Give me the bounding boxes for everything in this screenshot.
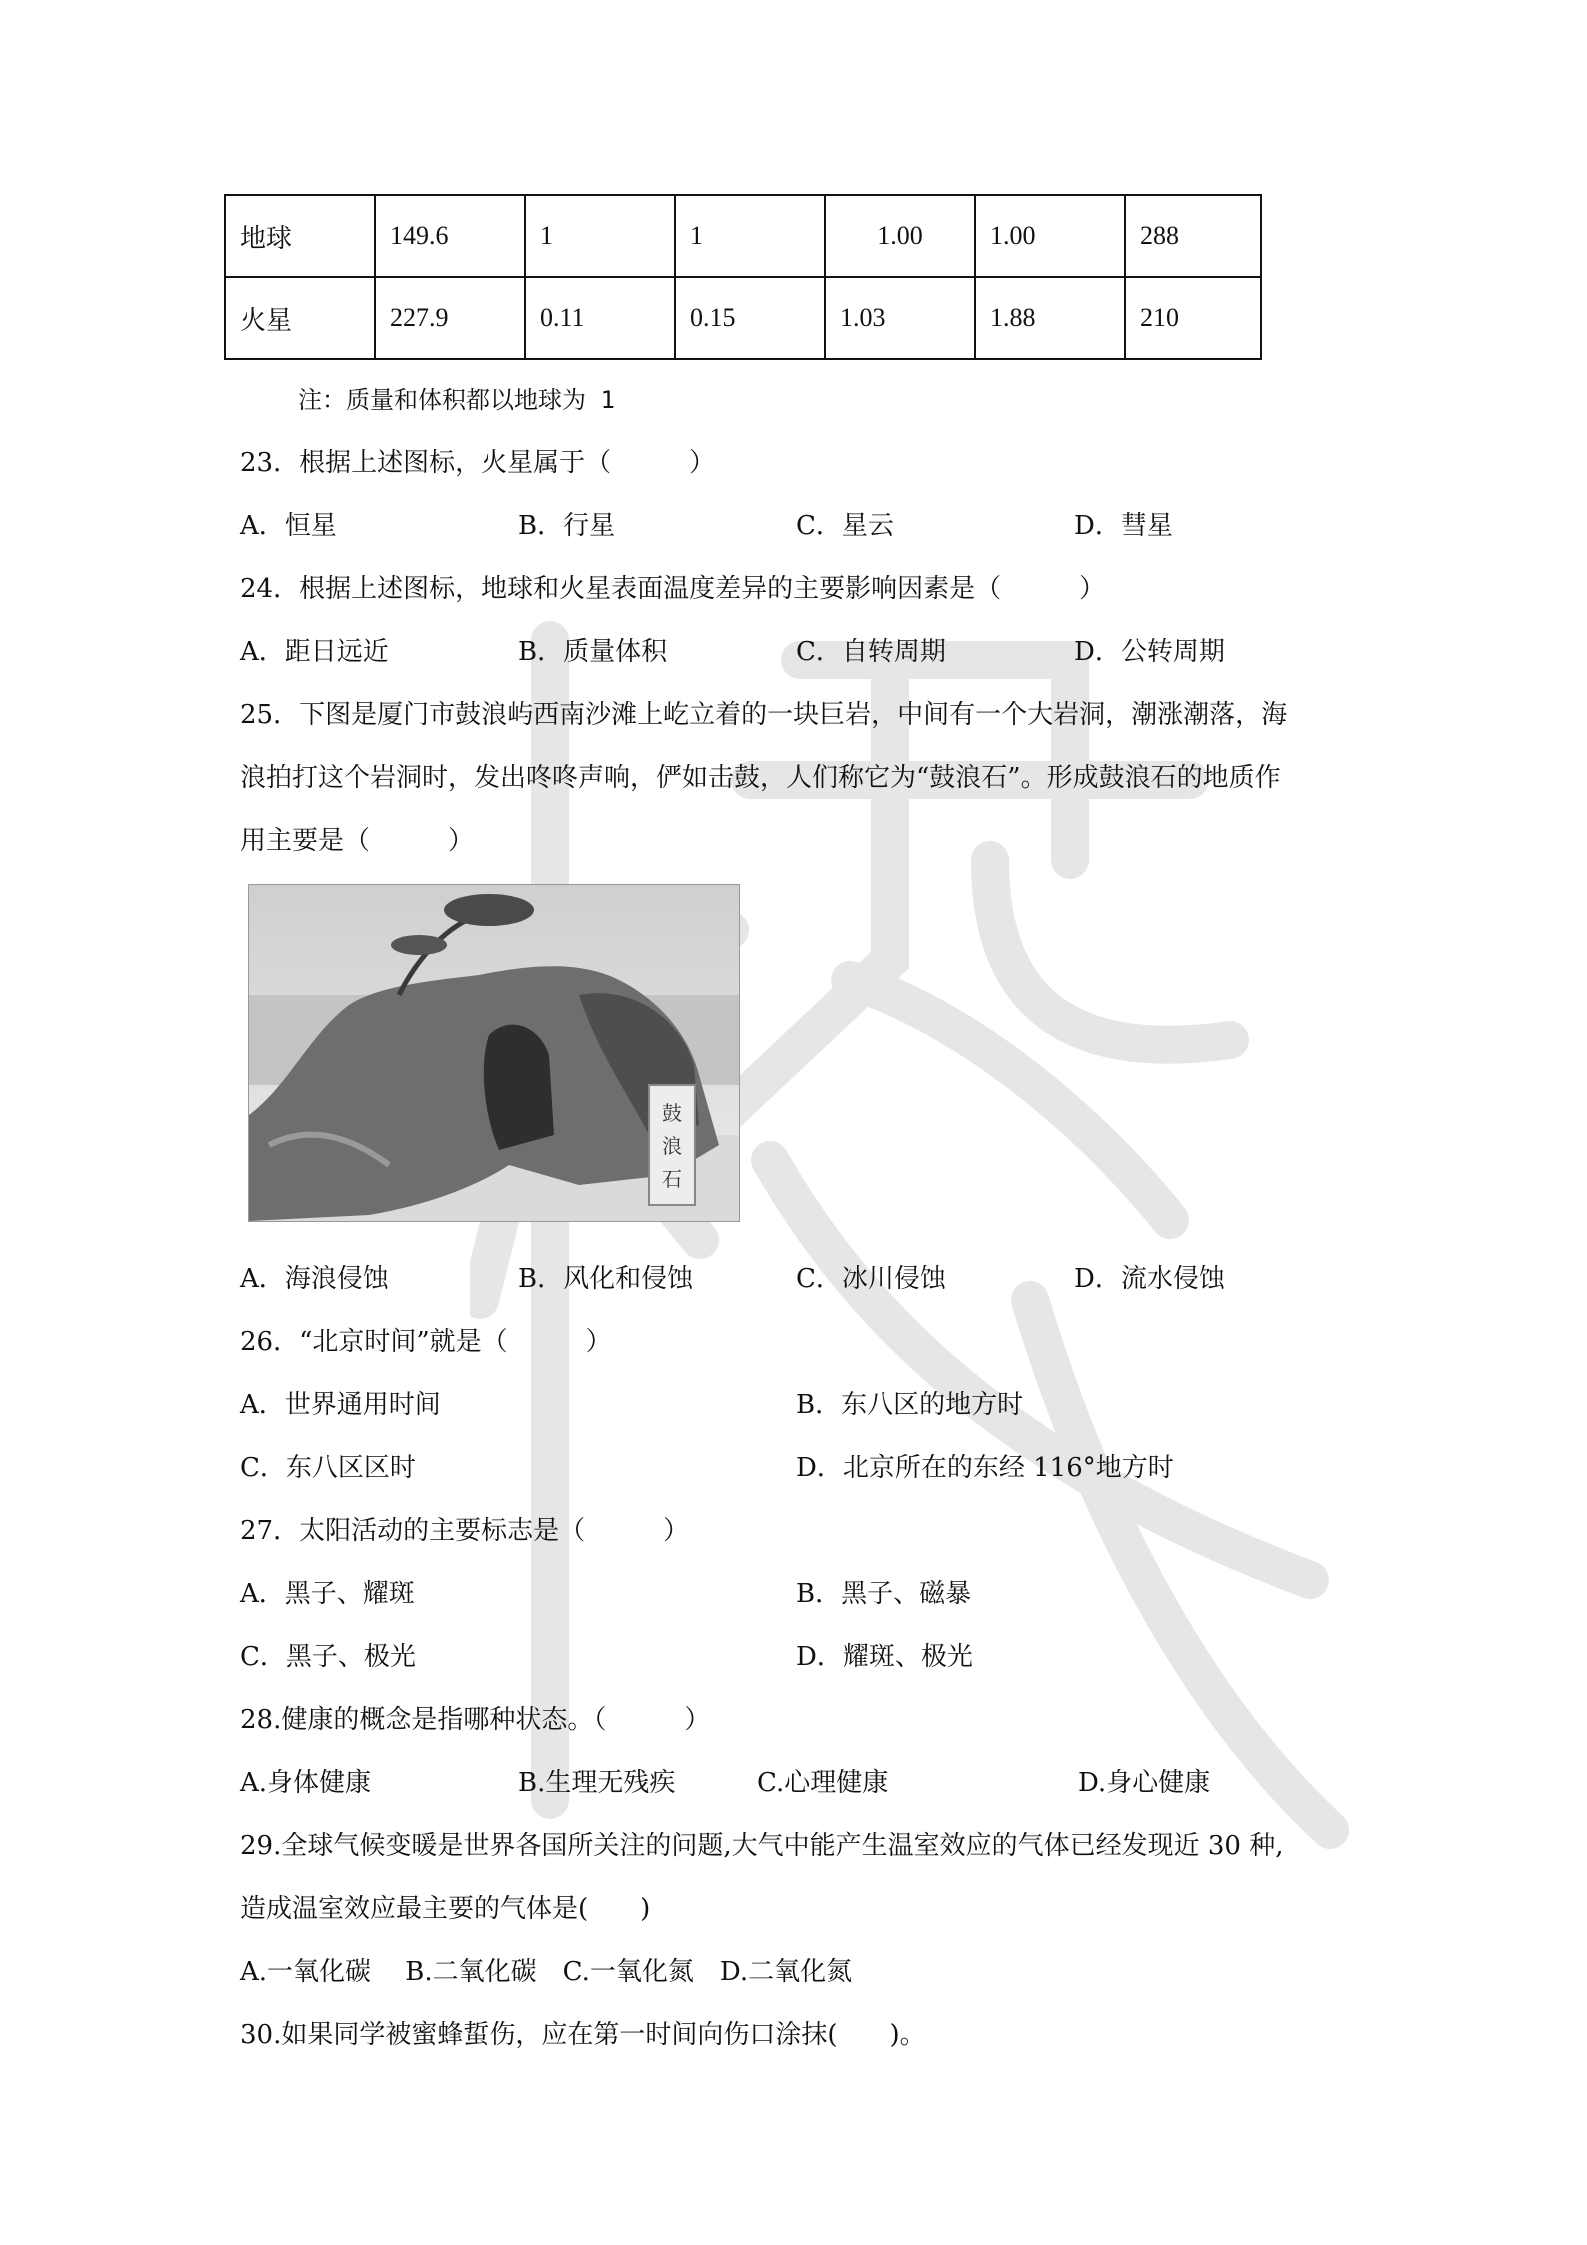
table-cell: 210 [1125,277,1261,359]
q27-option-b: B．黑子、磁暴 [796,1579,972,1609]
table-cell: 1.00 [825,195,975,277]
q27-option-c: C．黑子、极光 [240,1642,416,1672]
planet-data-table [224,194,1262,360]
table-cell: 地球 [225,195,375,277]
q28-option-c: C.心理健康 [757,1768,889,1798]
table-row [225,195,1261,277]
question-25-stem-line2: 浪拍打这个岩洞时，发出咚咚声响，俨如击鼓，人们称它为“鼓浪石”。形成鼓浪石的地质作 [240,763,1281,793]
table-cell: 0.11 [525,277,675,359]
q23-option-d: D．彗星 [1074,511,1173,541]
question-28-stem: 28.健康的概念是指哪种状态。（ ） [240,1705,711,1735]
question-26-stem: 26．“北京时间”就是（ ） [240,1327,612,1357]
sign-char-2: 浪 [662,1134,682,1158]
q28-option-d: D.身心健康 [1078,1768,1211,1798]
table-cell: 1 [675,195,825,277]
q26-option-b: B．东八区的地方时 [796,1390,1024,1420]
table-cell: 227.9 [375,277,525,359]
q24-option-b: B．质量体积 [518,637,668,667]
q23-option-b: B．行星 [518,511,616,541]
table-cell: 1 [525,195,675,277]
q24-option-a: A．距日远近 [240,637,389,667]
table-cell: 149.6 [375,195,525,277]
q29-options: A.一氧化碳 B.二氧化碳 C.一氧化氮 D.二氧化氮 [240,1957,853,1987]
table-note: 注：质量和体积都以地球为 1 [298,386,615,414]
question-30-stem: 30.如果同学被蜜蜂蜇伤，应在第一时间向伤口涂抹( )。 [240,2020,926,2050]
q27-option-a: A．黑子、耀斑 [240,1579,415,1609]
sign-char-1: 鼓 [662,1101,682,1125]
question-24-stem: 24．根据上述图标，地球和火星表面温度差异的主要影响因素是（ ） [240,574,1106,604]
q25-option-a: A．海浪侵蚀 [240,1264,389,1294]
q25-option-c: C．冰川侵蚀 [796,1264,946,1294]
q23-option-a: A．恒星 [240,511,337,541]
q26-option-c: C．东八区区时 [240,1453,416,1483]
gulang-rock-photo [248,884,740,1222]
question-27-stem: 27．太阳活动的主要标志是（ ） [240,1516,690,1546]
table-cell: 1.00 [975,195,1125,277]
q23-option-c: C．星云 [796,511,894,541]
q27-option-d: D．耀斑、极光 [796,1642,973,1672]
q26-option-d: D．北京所在的东经 116°地方时 [796,1453,1174,1483]
question-25-stem-line1: 25．下图是厦门市鼓浪屿西南沙滩上屹立着的一块巨岩，中间有一个大岩洞，潮涨潮落，海 [240,700,1288,730]
q28-option-a: A.身体健康 [240,1768,372,1798]
q24-option-c: C．自转周期 [796,637,946,667]
q24-option-d: D．公转周期 [1074,637,1225,667]
question-29-stem-line1: 29.全球气候变暖是世界各国所关注的问题,大气中能产生温室效应的气体已经发现近 30 种, [240,1831,1284,1861]
table-cell: 288 [1125,195,1261,277]
question-25-stem-line3: 用主要是（ ） [240,826,475,856]
table-cell: 火星 [225,277,375,359]
q25-option-b: B．风化和侵蚀 [518,1264,694,1294]
sign-char-3: 石 [662,1167,682,1191]
question-29-stem-line2: 造成温室效应最主要的气体是( ) [240,1894,651,1924]
q26-option-a: A．世界通用时间 [240,1390,441,1420]
question-23-stem: 23．根据上述图标，火星属于（ ） [240,448,716,478]
q28-option-b: B.生理无残疾 [518,1768,676,1798]
q25-option-d: D．流水侵蚀 [1074,1264,1225,1294]
table-row [225,277,1261,359]
table-cell: 1.88 [975,277,1125,359]
table-cell: 1.03 [825,277,975,359]
table-cell: 0.15 [675,277,825,359]
